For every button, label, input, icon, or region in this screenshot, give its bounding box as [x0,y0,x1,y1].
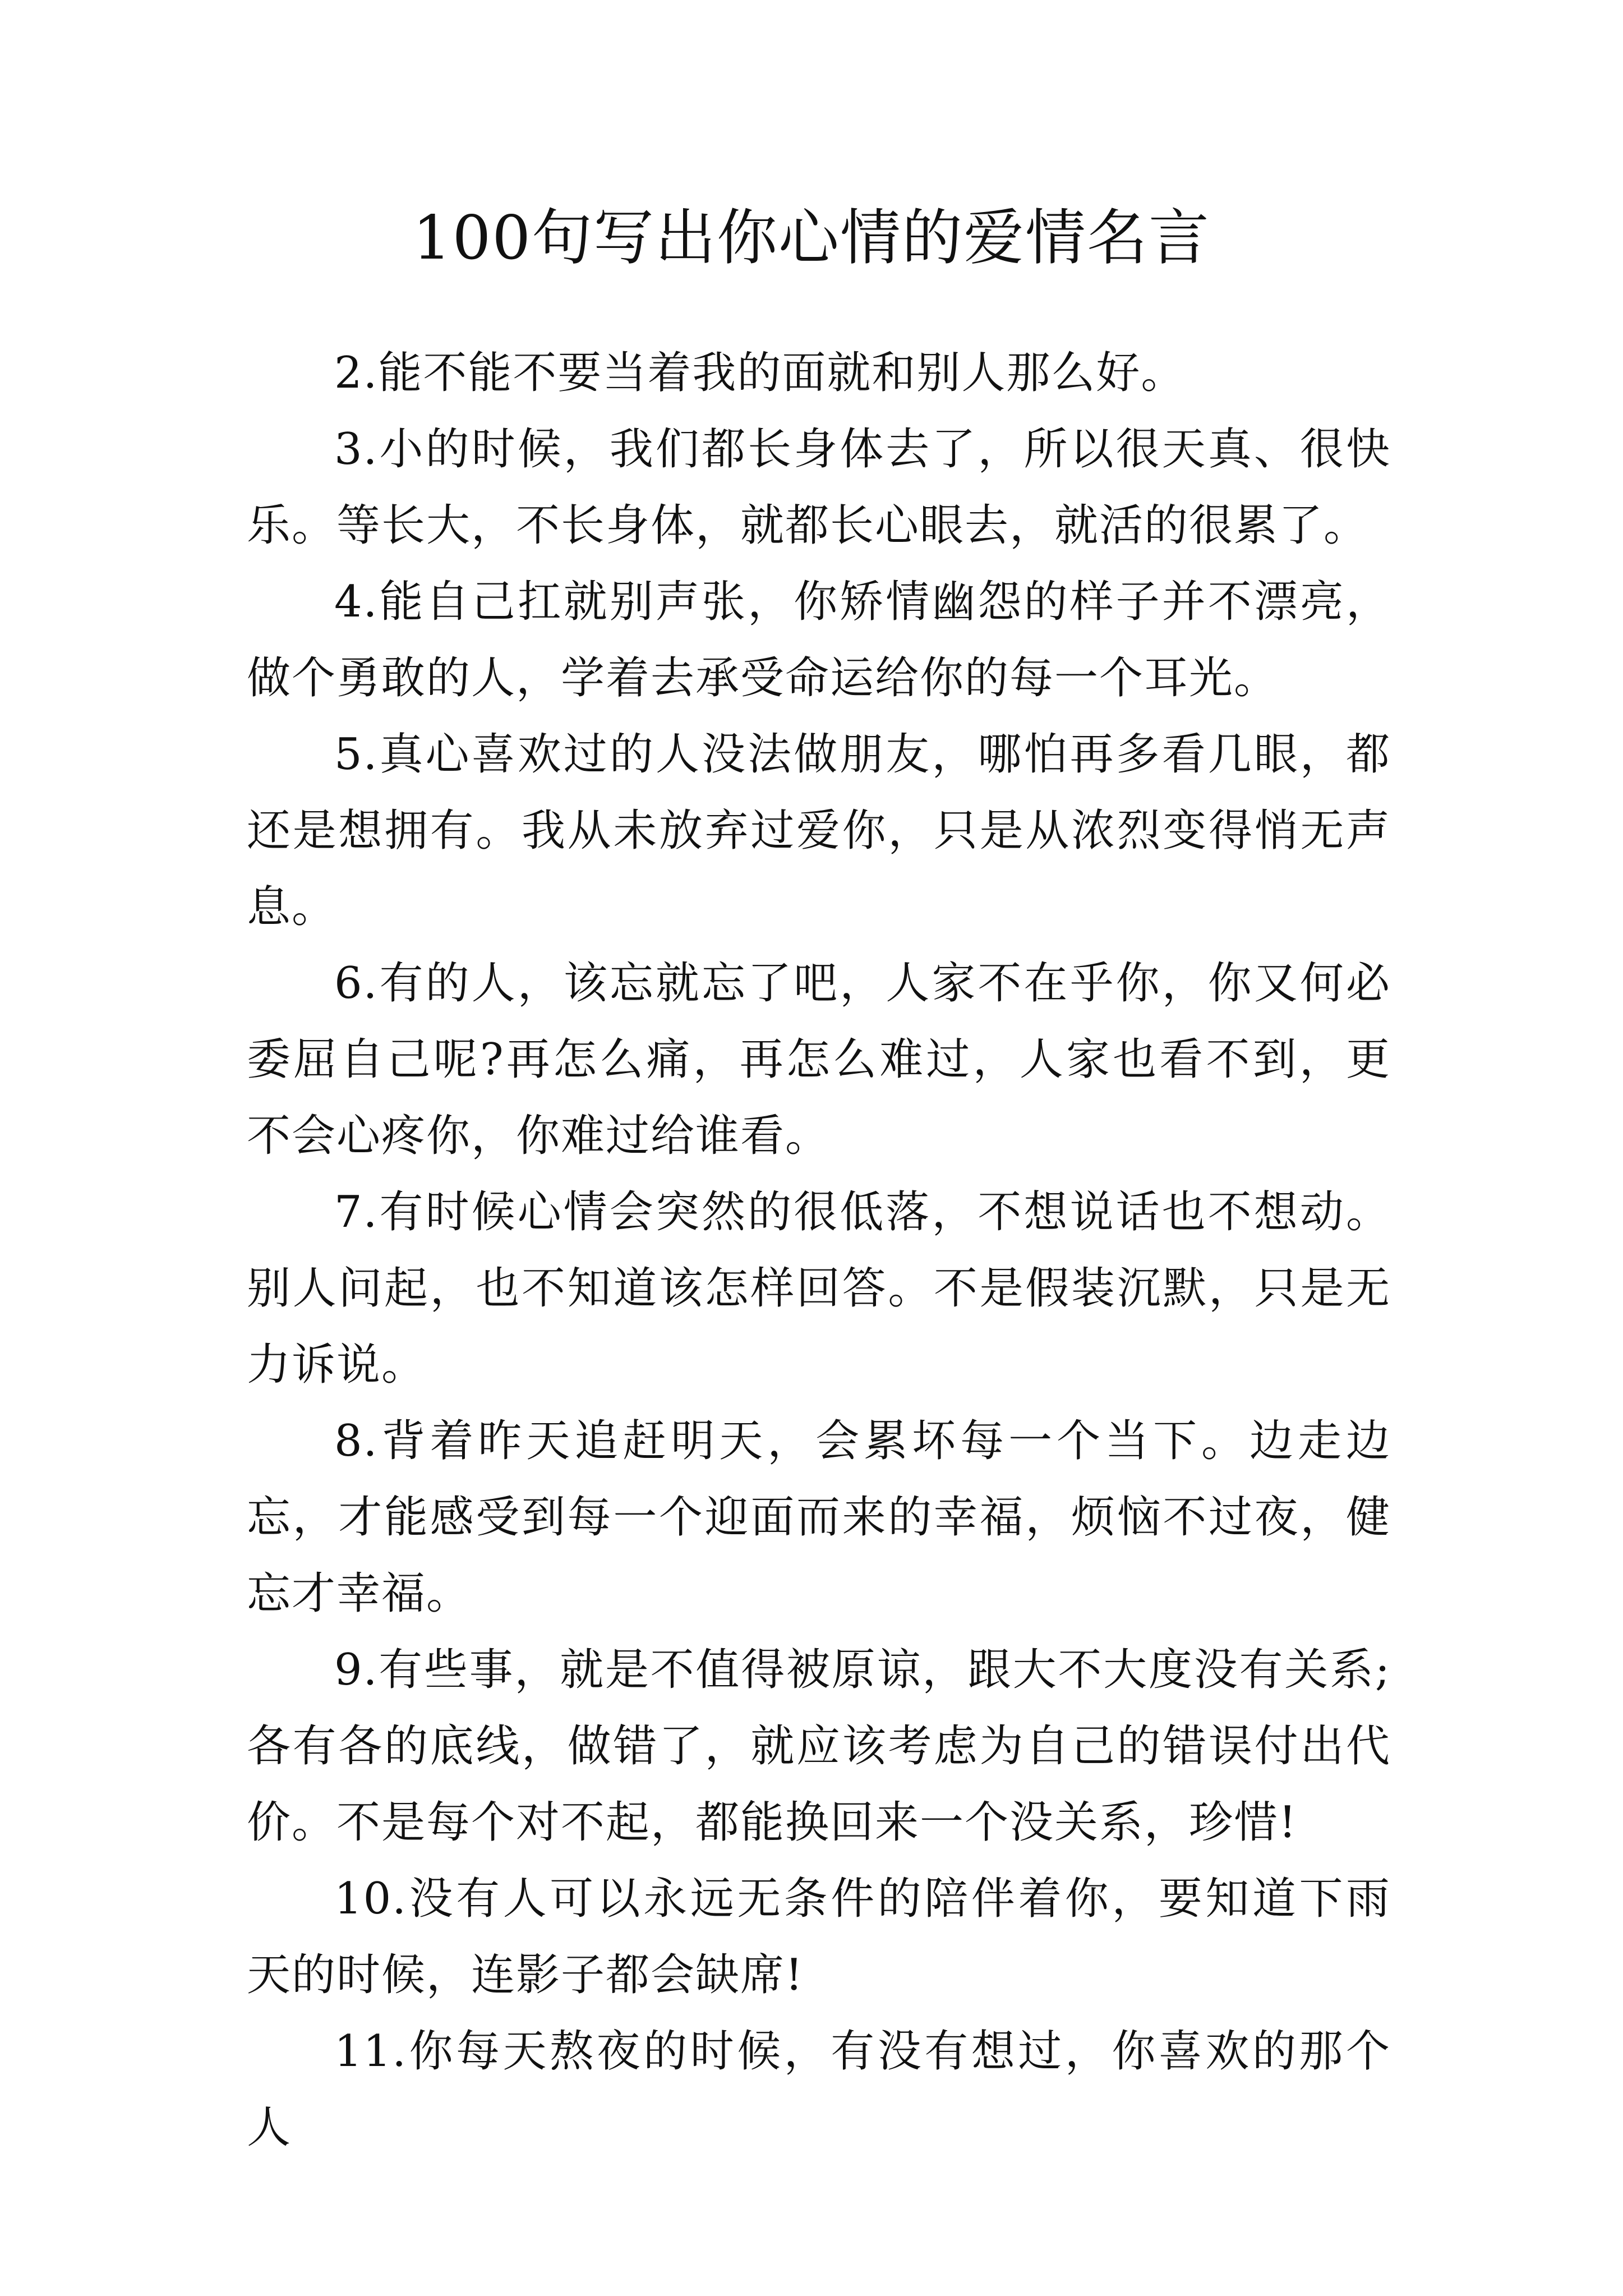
quote-paragraph: 8.背着昨天追赶明天，会累坏每一个当下。边走边忘，才能感受到每一个迎面而来的幸福，烦恼不过夜，健忘才幸福。 [247,1416,1391,1619]
quote-paragraph: 4.能自己扛就别声张，你矫情幽怨的样子并不漂亮，做个勇敢的人，学着去承受命运给你的每一个耳光。 [247,577,1391,703]
quote-paragraph: 2.能不能不要当着我的面就和别人那么好。 [334,348,1186,398]
quote-paragraph: 5.真心喜欢过的人没法做朋友，哪怕再多看几眼，都还是想拥有。我从未放弃过爱你，只是从浓烈变得悄无声息。 [247,729,1391,932]
quote-paragraph: 6.有的人，该忘就忘了吧，人家不在乎你，你又何必委屈自己呢?再怎么痛，再怎么难过，人家也看不到，更不会心疼你，你难过给谁看。 [247,958,1391,1161]
quote-paragraph: 7.有时候心情会突然的很低落，不想说话也不想动。别人问起，也不知道该怎样回答。不是假装沉默，只是无力诉说。 [247,1187,1391,1390]
quote-paragraph: 9.有些事，就是不值得被原谅，跟大不大度没有关系;各有各的底线，做错了，就应该考虑为自己的错误付出代价。不是每个对不起，都能换回来一个没关系，珍惜! [247,1645,1391,1848]
quote-paragraph: 11.你每天熬夜的时候，有没有想过，你喜欢的那个人 [247,2026,1391,2153]
document-title: 100句写出你心情的爱情名言 [412,203,1211,273]
document-body [247,335,1391,2166]
quote-paragraph: 3.小的时候，我们都长身体去了，所以很天真、很快乐。等长大，不长身体，就都长心眼去，就活的很累了。 [247,424,1391,551]
quote-paragraph: 10.没有人可以永远无条件的陪伴着你，要知道下雨天的时候，连影子都会缺席! [247,1874,1391,2000]
